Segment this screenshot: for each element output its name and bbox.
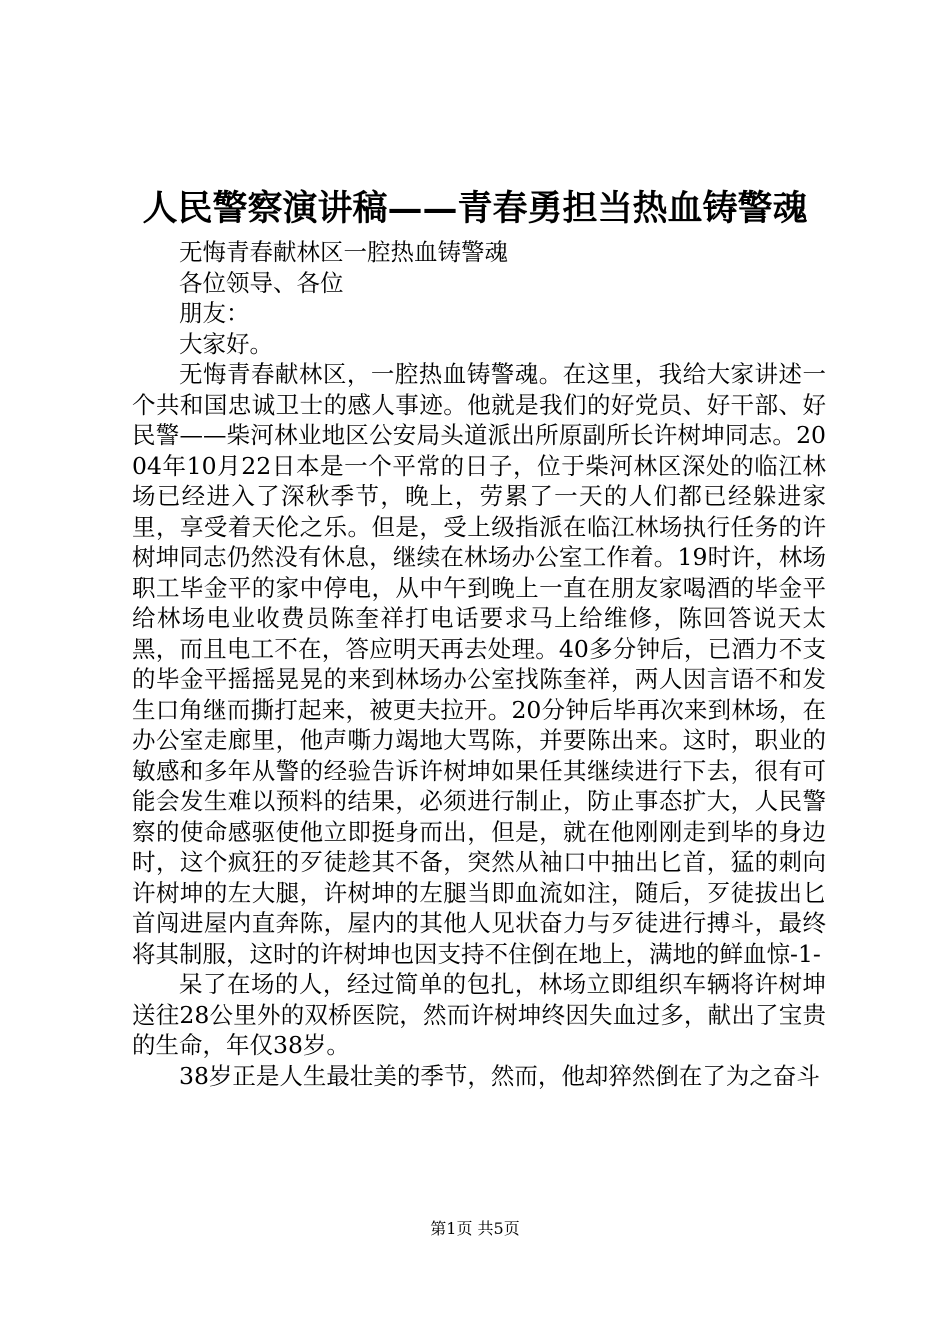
document-body: [132, 237, 826, 1091]
body-paragraph: 无悔青春献林区，一腔热血铸警魂。在这里，我给大家讲述一个共和国忠诚卫士的感人事迹。他就是我们的好党员、好干部、好民警——柴河林业地区公安局头道派出所原副所长许树坤同志。2004年10月22日本是一个平常的日子，位于柴河林区深处的临江林场已经进入了深秋季节，晚上，劳累了一天的人们都已经躲进家里，享受着天伦之乐。但是，受上级指派在临江林场执行任务的许树坤同志仍然没有休息，继续在林场办公室工作着。19时许，林场职工毕金平的家中停电，从中午到晚上一直在朋友家喝酒的毕金平给林场电业收费员陈奎祥打电话要求马上给维修，陈回答说天太黑，而且电工不在，答应明天再去处理。40多分钟后，已酒力不支的毕金平摇摇晃晃的来到林场办公室找陈奎祥，两人因言语不和发生口角继而撕打起来，被更夫拉开。20分钟后毕再次来到林场，在办公室走廊里，他声嘶力竭地大骂陈，并要陈出来。这时，职业的敏感和多年从警的经验告诉许树坤如果任其继续进行下去，很有可能会发生难以预料的结果，必须进行制止，防止事态扩大，人民警察的使命感驱使他立即挺身而出，但是，就在他刚刚走到毕的身边时，这个疯狂的歹徒趁其不备，突然从袖口中抽出匕首，猛的刺向许树坤的左大腿，许树坤的左腿当即血流如注，随后，歹徒拔出匕首闯进屋内直奔陈，屋内的其他人见状奋力与歹徒进行搏斗，最终将其制服，这时的许树坤也因支持不住倒在地上，满地的鲜血惊-1-: [132, 360, 826, 968]
body-paragraph: 呆了在场的人，经过简单的包扎，林场立即组织车辆将许树坤送往28公里外的双桥医院，然而许树坤终因失血过多，献出了宝贵的生命，年仅38岁。: [132, 970, 826, 1059]
document-title: 人民警察演讲稿——青春勇担当热血铸警魂: [142, 188, 808, 229]
salutation-line-2: 朋友：: [179, 299, 250, 327]
subtitle-line: 无悔青春献林区一腔热血铸警魂: [179, 238, 508, 266]
page-footer: 第1页 共5页: [430, 1219, 520, 1238]
body-paragraph: 38岁正是人生最壮美的季节，然而，他却猝然倒在了为之奋斗: [179, 1061, 820, 1090]
salutation-line-1: 各位领导、各位: [179, 268, 344, 297]
greeting-line: 大家好。: [179, 329, 273, 358]
